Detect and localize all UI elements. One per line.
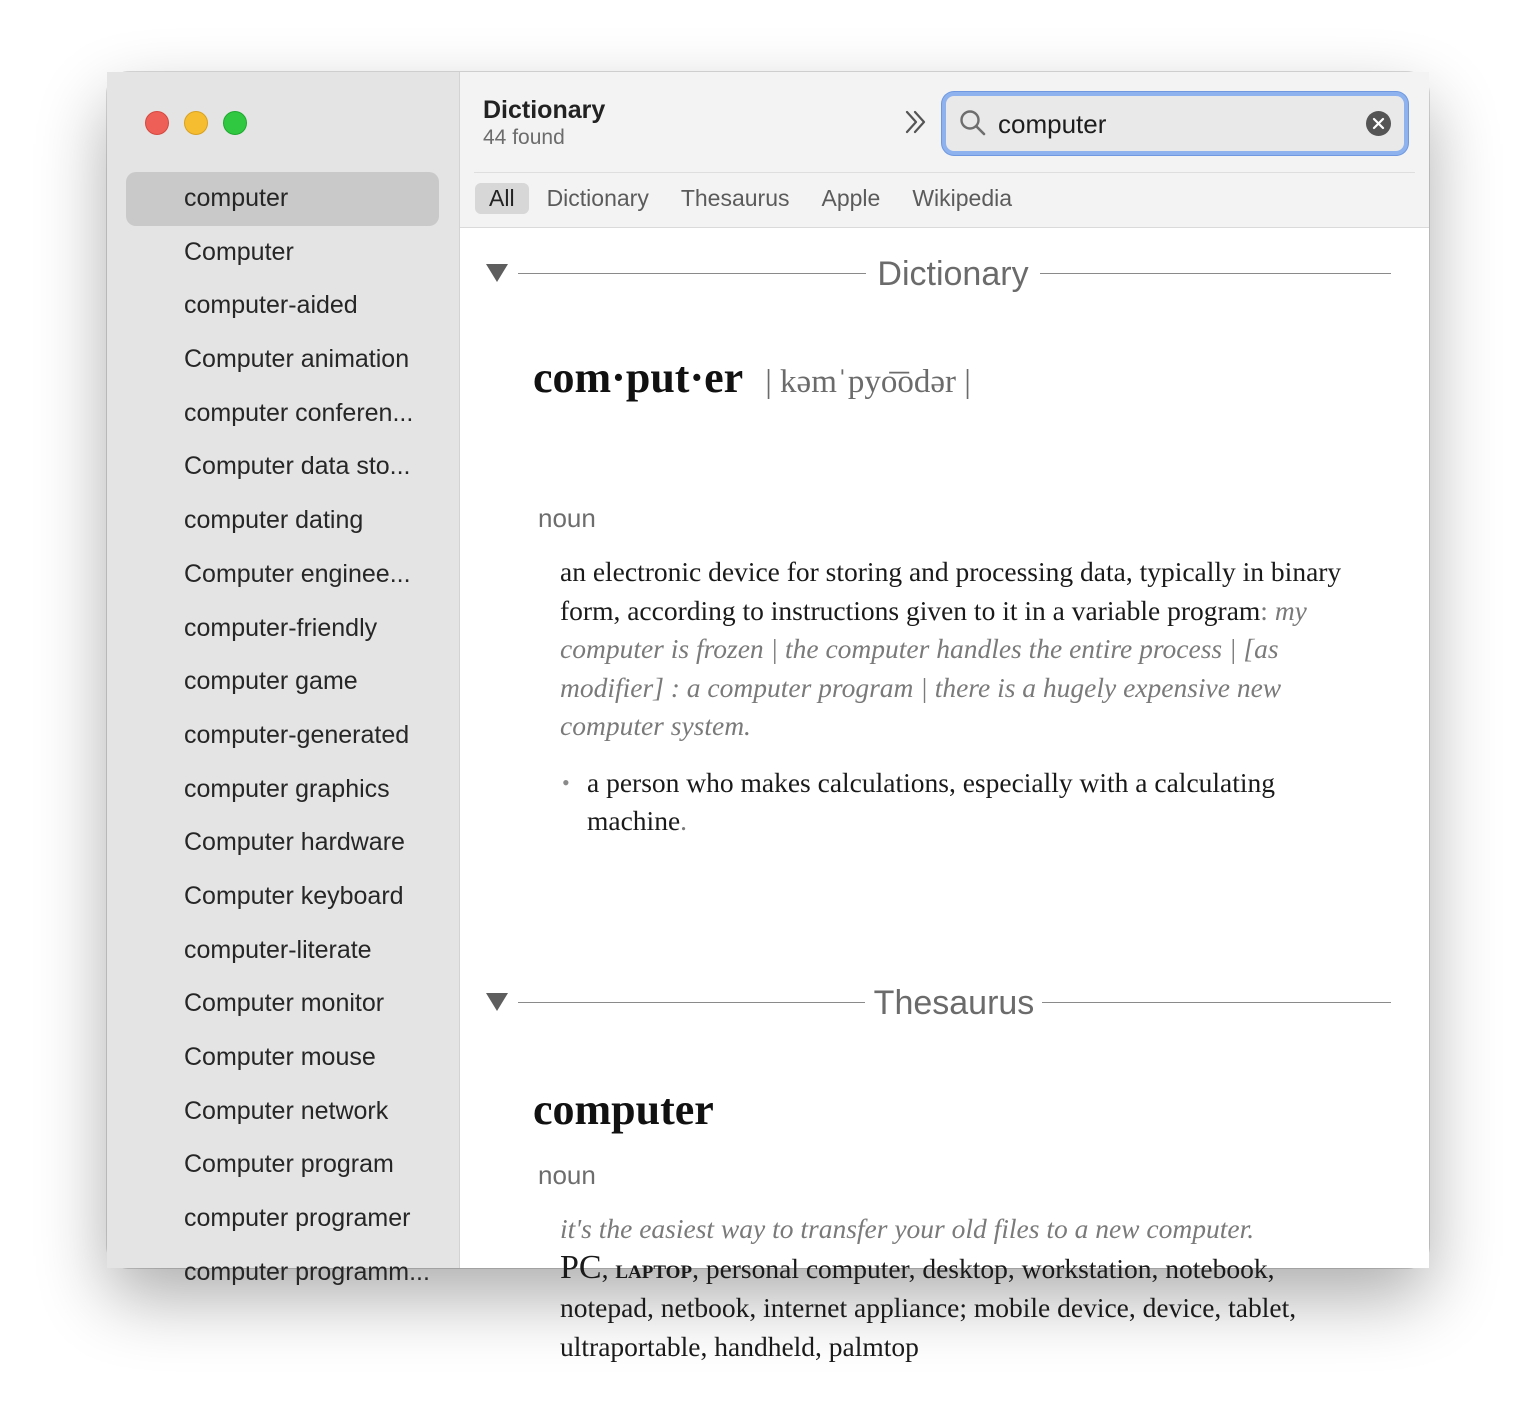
pronunciation: | kəmˈpyo͞odər |	[765, 364, 971, 400]
result-item[interactable]: Computer	[184, 237, 294, 266]
toolbar	[460, 72, 1429, 228]
section-label: Thesaurus	[873, 984, 1035, 1022]
definition-1	[560, 553, 1350, 746]
result-item[interactable]: Computer monitor	[184, 989, 385, 1018]
more-toolbar-button[interactable]	[898, 102, 934, 142]
result-item[interactable]: computer	[126, 172, 439, 226]
definition-end: .	[680, 805, 688, 836]
result-item[interactable]: computer-friendly	[184, 613, 378, 642]
synonym-laptop[interactable]: laptop	[615, 1253, 693, 1284]
definition-colon: :	[1260, 594, 1275, 626]
search-field[interactable]	[942, 92, 1408, 155]
tab-wikipedia[interactable]: Wikipedia	[912, 185, 1013, 211]
results-list	[126, 172, 439, 1299]
definition-2	[560, 764, 1350, 841]
section-label: Dictionary	[877, 255, 1029, 293]
toolbar-divider	[474, 172, 1415, 173]
close-icon	[1372, 117, 1385, 130]
thesaurus-headword: computer	[533, 1085, 714, 1134]
zoom-button[interactable]	[223, 111, 247, 135]
definition-text: a person who makes calculations, especially with a calculating machine	[587, 766, 1276, 836]
result-item[interactable]: Computer enginee...	[184, 559, 411, 588]
tab-all[interactable]: All	[475, 183, 529, 214]
minimize-button[interactable]	[184, 111, 208, 135]
result-item[interactable]: computer graphics	[184, 774, 390, 803]
synonym-separator: ,	[601, 1253, 616, 1284]
tab-dictionary[interactable]: Dictionary	[546, 185, 649, 211]
result-item[interactable]: Computer network	[184, 1096, 389, 1125]
result-item[interactable]: computer-generated	[184, 720, 410, 749]
divider-line	[518, 273, 866, 274]
synonym-rest: , personal computer, desktop, workstation, notebook, notepad, netbook, internet appliance; mobile device, device, tablet, ultraportable, handheld, palmtop	[560, 1253, 1297, 1362]
synonym-list	[560, 1248, 1350, 1366]
tab-thesaurus[interactable]: Thesaurus	[680, 185, 790, 211]
divider-line	[1040, 273, 1391, 274]
entry-content	[460, 228, 1429, 1362]
definition-block	[560, 553, 1350, 841]
sidebar	[107, 72, 460, 1286]
synonym-primary[interactable]: PC	[560, 1249, 602, 1286]
close-button[interactable]	[145, 111, 169, 135]
chevron-double-right-icon	[903, 109, 929, 135]
results-count: 44 found	[483, 126, 565, 149]
result-item[interactable]: computer-literate	[184, 935, 372, 964]
definition-examples: my computer is frozen | the computer handles the entire process | [as modifier] : a computer program | there is a hugely expensive new computer system.	[560, 594, 1307, 741]
result-item[interactable]: computer-aided	[184, 291, 358, 320]
result-item[interactable]: computer programm...	[184, 1257, 430, 1286]
divider-line	[518, 1002, 865, 1003]
result-item[interactable]: Computer program	[184, 1150, 394, 1179]
thesaurus-section-header	[486, 983, 1391, 1023]
dictionary-section-header	[486, 254, 1391, 294]
disclosure-triangle-icon[interactable]	[486, 993, 508, 1011]
source-tabs	[475, 183, 1030, 214]
search-icon	[958, 108, 988, 138]
thesaurus-example: it's the easiest way to transfer your old files to a new computer.	[560, 1213, 1255, 1244]
part-of-speech: noun	[538, 1160, 596, 1190]
dictionary-headword	[533, 352, 971, 403]
search-input[interactable]	[998, 104, 1328, 144]
definition-text: an electronic device for storing and processing data, typically in binary form, according to instructions given to it in a variable program	[560, 556, 1342, 626]
window-title: Dictionary	[483, 96, 606, 124]
result-item[interactable]: computer programer	[184, 1204, 411, 1233]
disclosure-triangle-icon[interactable]	[486, 264, 508, 282]
window-controls	[145, 111, 247, 135]
result-item[interactable]: computer game	[184, 667, 358, 696]
result-item[interactable]: Computer data sto...	[184, 452, 411, 481]
result-item[interactable]: Computer keyboard	[184, 881, 404, 910]
tab-apple[interactable]: Apple	[821, 185, 881, 211]
clear-search-button[interactable]	[1366, 111, 1391, 136]
part-of-speech: noun	[538, 503, 596, 533]
result-item[interactable]: computer dating	[184, 506, 364, 535]
bullet-icon: •	[562, 769, 570, 795]
result-item[interactable]: Computer hardware	[184, 828, 405, 857]
dictionary-window	[107, 72, 1429, 1362]
headword-text: com·put·er	[533, 353, 744, 402]
divider-line	[1042, 1002, 1391, 1003]
result-item[interactable]: Computer animation	[184, 345, 410, 374]
result-item[interactable]: computer conferen...	[184, 398, 414, 427]
result-item[interactable]: Computer mouse	[184, 1043, 376, 1071]
